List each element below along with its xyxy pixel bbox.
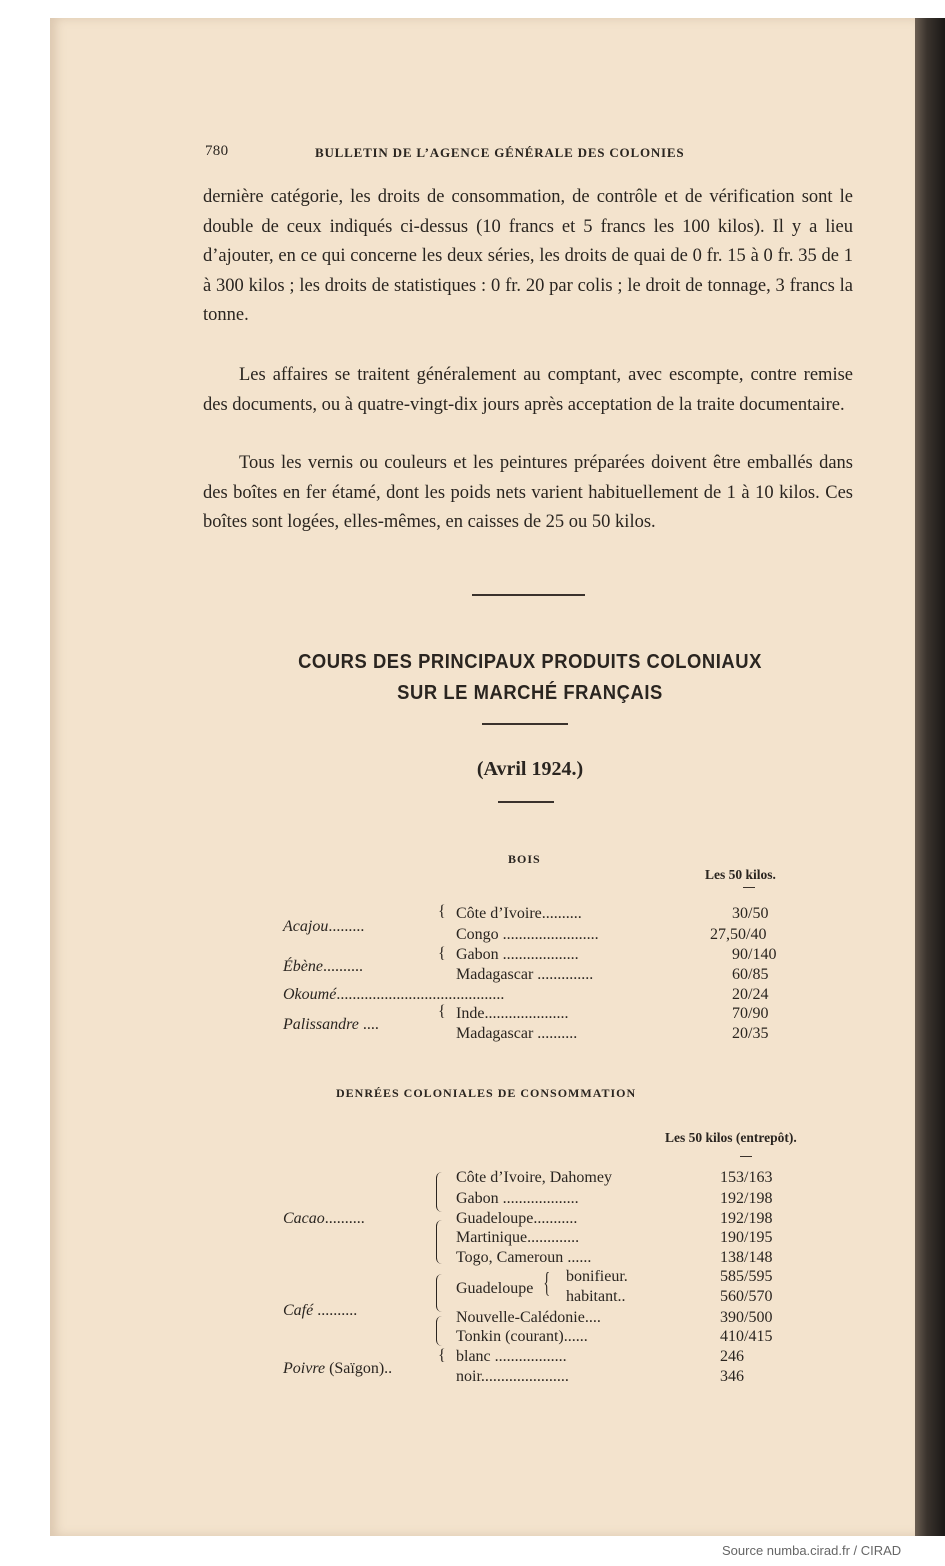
scan-margin [0,18,50,1536]
brace: { [438,903,446,920]
brace: { [438,1003,446,1020]
row-price: 30/50 [732,905,769,922]
row-origin: Côte d’Ivoire, Dahomey [456,1169,612,1186]
bois-heading: BOIS [508,852,541,866]
row-price: 20/24 [732,986,769,1003]
row-price: 153/163 [720,1169,773,1186]
category-cacao: Cacao.......... [283,1210,365,1227]
row-price: 246 [720,1348,744,1365]
row-origin: Gabon ................... [456,1190,579,1207]
category-okoume: Okoumé.......................................... [283,986,505,1003]
cafe-guadeloupe-label: Guadeloupe [456,1280,534,1297]
paragraph-3: Tous les vernis ou couleurs et les peintures préparées doivent être emballés dans des boîtes en fer étamé, dont les poids nets varient habituellement de 1 à 10 kilos. Ces boîtes sont logées, elles-mêmes, en caisses de 25 ou 50 kilos. [203,453,853,532]
row-origin: Congo ........................ [456,926,599,943]
row-origin: Madagascar .............. [456,966,594,983]
price-list-title-line2: SUR LE MARCHÉ FRANÇAIS [397,682,663,704]
row-origin: Tonkin (courant)...... [456,1328,588,1345]
row-grade: bonifieur. [566,1268,628,1285]
brace [436,1316,445,1346]
row-origin: Togo, Cameroun ...... [456,1249,592,1266]
denrees-unit: Les 50 kilos (entrepôt). [665,1130,797,1145]
section-divider [472,594,585,596]
row-price: 20/35 [732,1025,769,1042]
brace [436,1220,445,1264]
row-grade: habitant.. [566,1288,626,1305]
brace: { [543,1268,551,1299]
row-origin: Nouvelle-Calédonie.... [456,1309,601,1326]
row-origin: noir...................... [456,1368,569,1385]
source-credit: Source numba.cirad.fr / CIRAD [722,1543,902,1558]
running-title: BULLETIN DE L’AGENCE GÉNÉRALE DES COLONIES [315,145,685,160]
row-price: 560/570 [720,1288,773,1305]
unit-tick [743,887,755,888]
brace: { [438,1347,446,1364]
price-list-date: (Avril 1924.) [476,758,584,780]
row-origin: Guadeloupe........... [456,1210,578,1227]
row-origin: Gabon ................... [456,946,579,963]
row-origin: blanc .................. [456,1348,567,1365]
row-price: 346 [720,1368,744,1385]
category-acajou: Acajou......... [283,918,365,935]
title-rule [482,723,568,725]
page-number: 780 [205,143,229,159]
row-origin: Inde..................... [456,1005,569,1022]
category-poivre: Poivre (Saïgon).. [283,1360,393,1377]
category-ebene: Ébène.......... [283,958,363,975]
brace [436,1274,445,1312]
category-cafe: Café .......... [283,1302,358,1319]
row-price: 585/595 [720,1268,773,1285]
row-price: 138/148 [720,1249,773,1266]
row-price: 70/90 [732,1005,769,1022]
price-list-title-line1: COURS DES PRINCIPAUX PRODUITS COLONIAUX [298,651,762,673]
row-price: 410/415 [720,1328,773,1345]
brace: { [438,945,446,962]
row-price: 192/198 [720,1210,773,1227]
unit-tick [740,1156,752,1157]
row-origin: Madagascar .......... [456,1025,578,1042]
bois-unit: Les 50 kilos. [705,867,776,882]
row-price: 190/195 [720,1229,773,1246]
row-price: 60/85 [732,966,769,983]
row-origin: Côte d’Ivoire.......... [456,905,582,922]
book-binding-edge [915,18,945,1536]
denrees-heading: DENRÉES COLONIALES DE CONSOMMATION [336,1086,637,1100]
row-price: 192/198 [720,1190,773,1207]
date-rule [498,801,554,803]
brace [436,1172,445,1212]
paragraph-1: dernière catégorie, les droits de consommation, de contrôle et de vérification sont le double de ceux indiqués ci-dessus (10 francs et 5 francs les 100 kilos). Il y a lieu d’ajouter, en ce qui concerne les deux séries, les droits de quai de 0 fr. 15 à 0 fr. 35 de 1 à 300 kilos ; les droits de statistiques : 0 fr. 20 par colis ; le droit de tonnage, 3 francs la tonne. [203,187,853,325]
row-price: 390/500 [720,1309,773,1326]
paragraph-2: Les affaires se traitent généralement au comptant, avec escompte, contre remise des documents, ou à quatre-vingt-dix jours après acceptation de la traite documentaire. [203,365,853,415]
row-price: 27,50/40 [710,926,767,943]
category-palissandre: Palissandre .... [283,1016,379,1033]
row-price: 90/140 [732,946,777,963]
row-origin: Martinique............. [456,1229,580,1246]
